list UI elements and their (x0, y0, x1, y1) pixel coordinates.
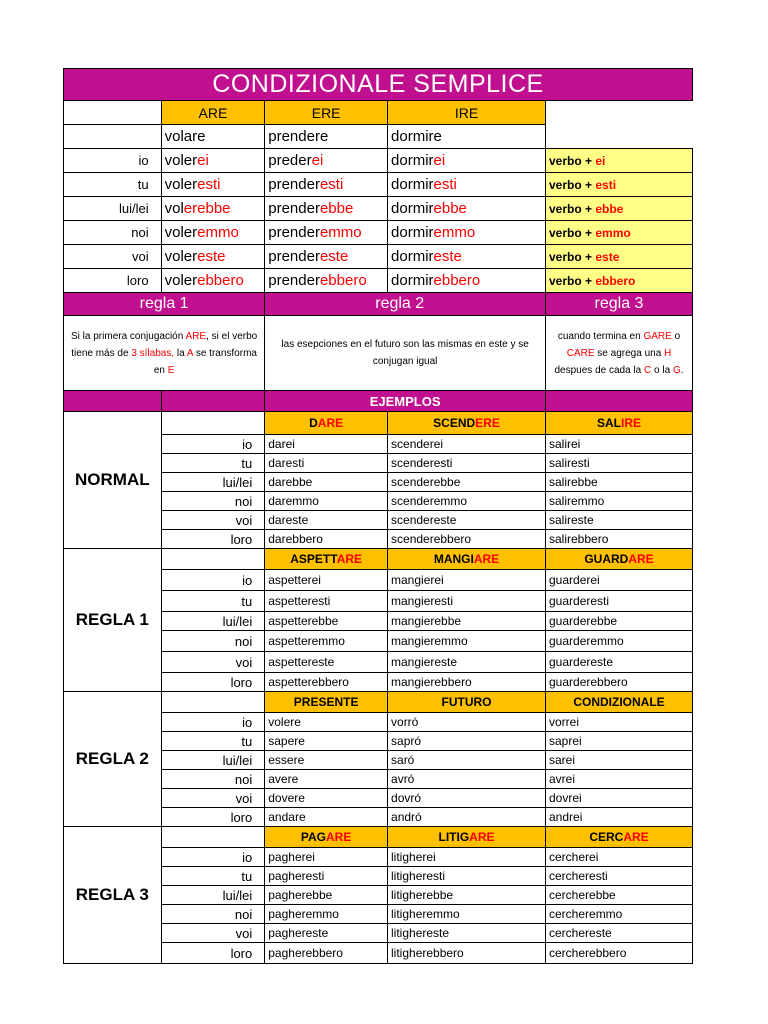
example-form: litigherei (388, 848, 546, 867)
example-form: aspetterebbero (265, 673, 388, 692)
pronoun: tu (161, 454, 265, 473)
example-form: salirebbero (546, 530, 693, 549)
conjugated-verb: prenderebbero (265, 269, 388, 293)
pronoun: loro (161, 673, 265, 692)
example-form: darebbero (265, 530, 388, 549)
rule-3-text: cuando termina en GARE o CARE se agrega una H despues de cada la C o la G. (546, 316, 693, 391)
conjugation-row (64, 269, 693, 293)
example-form: aspettereste (265, 652, 388, 673)
pronoun: lui/lei (64, 197, 162, 221)
example-verb-header: PAGARE (265, 827, 388, 848)
rule-formula: verbo + ebbero (546, 269, 693, 293)
example-verb-header: GUARDARE (546, 549, 693, 570)
conjugated-verb: volereste (161, 245, 265, 269)
pronoun: io (161, 570, 265, 591)
rule-formula: verbo + emmo (546, 221, 693, 245)
example-form: cerchereste (546, 924, 693, 943)
infinitive: dormire (388, 125, 546, 149)
example-form: mangierei (388, 570, 546, 591)
example-form: daremmo (265, 492, 388, 511)
conjugated-verb: dormiresti (388, 173, 546, 197)
example-form: pagheremmo (265, 905, 388, 924)
pronoun: io (161, 435, 265, 454)
example-verb-header: ASPETTARE (265, 549, 388, 570)
blank-cell (161, 827, 265, 848)
conjugated-verb: prenderemmo (265, 221, 388, 245)
blank-cell (161, 391, 265, 412)
pronoun: noi (64, 221, 162, 245)
sheet-title: CONDIZIONALE SEMPLICE (64, 69, 693, 101)
rule-1-text: Si la primera conjugación ARE, si el verbo tiene más de 3 sílabas, la A se transforma en E (64, 316, 265, 391)
example-verb-header: FUTURO (388, 692, 546, 713)
example-form: cercherebbe (546, 886, 693, 905)
example-form: dovrei (546, 789, 693, 808)
conjugated-verb: dormirebbe (388, 197, 546, 221)
example-form: guarderebbero (546, 673, 693, 692)
example-verb-header: SALIRE (546, 412, 693, 435)
conjugation-sheet (63, 68, 693, 964)
conjugated-verb: volerebbe (161, 197, 265, 221)
example-form: aspetteremmo (265, 631, 388, 652)
group-label: REGLA 2 (64, 692, 162, 827)
conjugated-verb: prenderesti (265, 173, 388, 197)
example-form: pagherei (265, 848, 388, 867)
rule-formula: verbo + ebbe (546, 197, 693, 221)
example-form: avere (265, 770, 388, 789)
group-label: REGLA 3 (64, 827, 162, 964)
rule-2-text: las esepciones en el futuro son las mismas en este y se conjugan igual (265, 316, 546, 391)
example-form: litighereste (388, 924, 546, 943)
pronoun: lui/lei (161, 751, 265, 770)
example-form: guarderebbe (546, 612, 693, 631)
conjugation-row (64, 221, 693, 245)
example-form: salirei (546, 435, 693, 454)
conjugated-verb: dormiremmo (388, 221, 546, 245)
example-form: dareste (265, 511, 388, 530)
infinitive: volare (161, 125, 265, 149)
conjugated-verb: voleremmo (161, 221, 265, 245)
rule-formula: verbo + ei (546, 149, 693, 173)
pronoun: io (161, 848, 265, 867)
pronoun: voi (161, 511, 265, 530)
example-verb-header: MANGIARE (388, 549, 546, 570)
ending-are: ARE (161, 101, 265, 125)
conjugation-rows (64, 149, 693, 293)
example-header-row (64, 549, 693, 570)
pronoun: voi (161, 924, 265, 943)
rule-formula: verbo + esti (546, 173, 693, 197)
example-form: mangiereste (388, 652, 546, 673)
blank-cell (546, 101, 693, 149)
example-verb-header: SCENDERE (388, 412, 546, 435)
example-form: scenderebbero (388, 530, 546, 549)
example-form: vorró (388, 713, 546, 732)
conjugation-row (64, 173, 693, 197)
example-form: litigherebbe (388, 886, 546, 905)
rule-label: regla 3 (546, 293, 693, 316)
pronoun: noi (161, 631, 265, 652)
examples-heading: EJEMPLOS (265, 391, 546, 412)
example-form: mangieresti (388, 591, 546, 612)
blank-cell (64, 101, 162, 125)
conjugated-verb: dormirei (388, 149, 546, 173)
blank-cell (161, 412, 265, 435)
example-verb-header: LITIGARE (388, 827, 546, 848)
example-form: mangieremmo (388, 631, 546, 652)
example-header-row (64, 412, 693, 435)
blank-cell (64, 125, 162, 149)
pronoun: noi (161, 770, 265, 789)
conjugated-verb: volerei (161, 149, 265, 173)
example-form: scendereste (388, 511, 546, 530)
blank-cell (64, 391, 162, 412)
pronoun: tu (161, 867, 265, 886)
conjugated-verb: prenderebbe (265, 197, 388, 221)
example-form: aspetterebbe (265, 612, 388, 631)
top-table (63, 68, 693, 964)
example-form: saró (388, 751, 546, 770)
example-header-row (64, 827, 693, 848)
conjugation-row (64, 149, 693, 173)
example-form: aspetteresti (265, 591, 388, 612)
example-verb-header: DARE (265, 412, 388, 435)
example-form: guarderesti (546, 591, 693, 612)
pronoun: loro (161, 530, 265, 549)
example-form: cercheremmo (546, 905, 693, 924)
example-form: scenderebbe (388, 473, 546, 492)
example-form: salireste (546, 511, 693, 530)
pronoun: noi (161, 905, 265, 924)
example-form: essere (265, 751, 388, 770)
example-form: sapró (388, 732, 546, 751)
example-form: vorrei (546, 713, 693, 732)
example-form: avrei (546, 770, 693, 789)
example-form: daresti (265, 454, 388, 473)
pronoun: tu (161, 732, 265, 751)
example-form: volere (265, 713, 388, 732)
example-form: litigherebbero (388, 943, 546, 964)
example-form: dovere (265, 789, 388, 808)
example-form: andare (265, 808, 388, 827)
example-form: saprei (546, 732, 693, 751)
conjugated-verb: dormireste (388, 245, 546, 269)
example-form: guarderemmo (546, 631, 693, 652)
pronoun: io (161, 713, 265, 732)
example-form: saliresti (546, 454, 693, 473)
pronoun: tu (161, 591, 265, 612)
example-form: aspetterei (265, 570, 388, 591)
example-form: avró (388, 770, 546, 789)
pronoun: noi (161, 492, 265, 511)
blank-cell (546, 391, 693, 412)
example-form: litigheresti (388, 867, 546, 886)
examples-rows (64, 412, 693, 964)
example-form: andró (388, 808, 546, 827)
example-form: salirebbe (546, 473, 693, 492)
example-form: cercherebbero (546, 943, 693, 964)
conjugation-row (64, 197, 693, 221)
infinitive: prendere (265, 125, 388, 149)
example-form: paghereste (265, 924, 388, 943)
pronoun: loro (64, 269, 162, 293)
conjugated-verb: voleresti (161, 173, 265, 197)
example-form: sarei (546, 751, 693, 770)
example-form: cercherei (546, 848, 693, 867)
example-form: andrei (546, 808, 693, 827)
example-form: sapere (265, 732, 388, 751)
group-label: NORMAL (64, 412, 162, 549)
blank-cell (161, 549, 265, 570)
pronoun: voi (161, 789, 265, 808)
pronoun: lui/lei (161, 612, 265, 631)
rule-label: regla 2 (265, 293, 546, 316)
example-verb-header: PRESENTE (265, 692, 388, 713)
example-form: pagheresti (265, 867, 388, 886)
pronoun: loro (161, 943, 265, 964)
conjugated-verb: volerebbero (161, 269, 265, 293)
example-verb-header: CERCARE (546, 827, 693, 848)
conjugated-verb: prederei (265, 149, 388, 173)
ending-ire: IRE (388, 101, 546, 125)
conjugated-verb: dormirebbero (388, 269, 546, 293)
pronoun: voi (64, 245, 162, 269)
example-verb-header: CONDIZIONALE (546, 692, 693, 713)
example-form: darei (265, 435, 388, 454)
pronoun: loro (161, 808, 265, 827)
example-form: scenderei (388, 435, 546, 454)
rule-formula: verbo + este (546, 245, 693, 269)
example-form: mangierebbero (388, 673, 546, 692)
blank-cell (161, 692, 265, 713)
ending-ere: ERE (265, 101, 388, 125)
example-form: scenderemmo (388, 492, 546, 511)
pronoun: io (64, 149, 162, 173)
conjugation-row (64, 245, 693, 269)
pronoun: lui/lei (161, 886, 265, 905)
example-form: scenderesti (388, 454, 546, 473)
example-header-row (64, 692, 693, 713)
example-form: mangierebbe (388, 612, 546, 631)
conjugated-verb: prendereste (265, 245, 388, 269)
rule-label: regla 1 (64, 293, 265, 316)
example-form: saliremmo (546, 492, 693, 511)
example-form: darebbe (265, 473, 388, 492)
group-label: REGLA 1 (64, 549, 162, 692)
pronoun: voi (161, 652, 265, 673)
pronoun: lui/lei (161, 473, 265, 492)
example-form: dovró (388, 789, 546, 808)
pronoun: tu (64, 173, 162, 197)
example-form: cercheresti (546, 867, 693, 886)
example-form: pagherebbero (265, 943, 388, 964)
example-form: guarderei (546, 570, 693, 591)
example-form: pagherebbe (265, 886, 388, 905)
example-form: guardereste (546, 652, 693, 673)
example-form: litigheremmo (388, 905, 546, 924)
